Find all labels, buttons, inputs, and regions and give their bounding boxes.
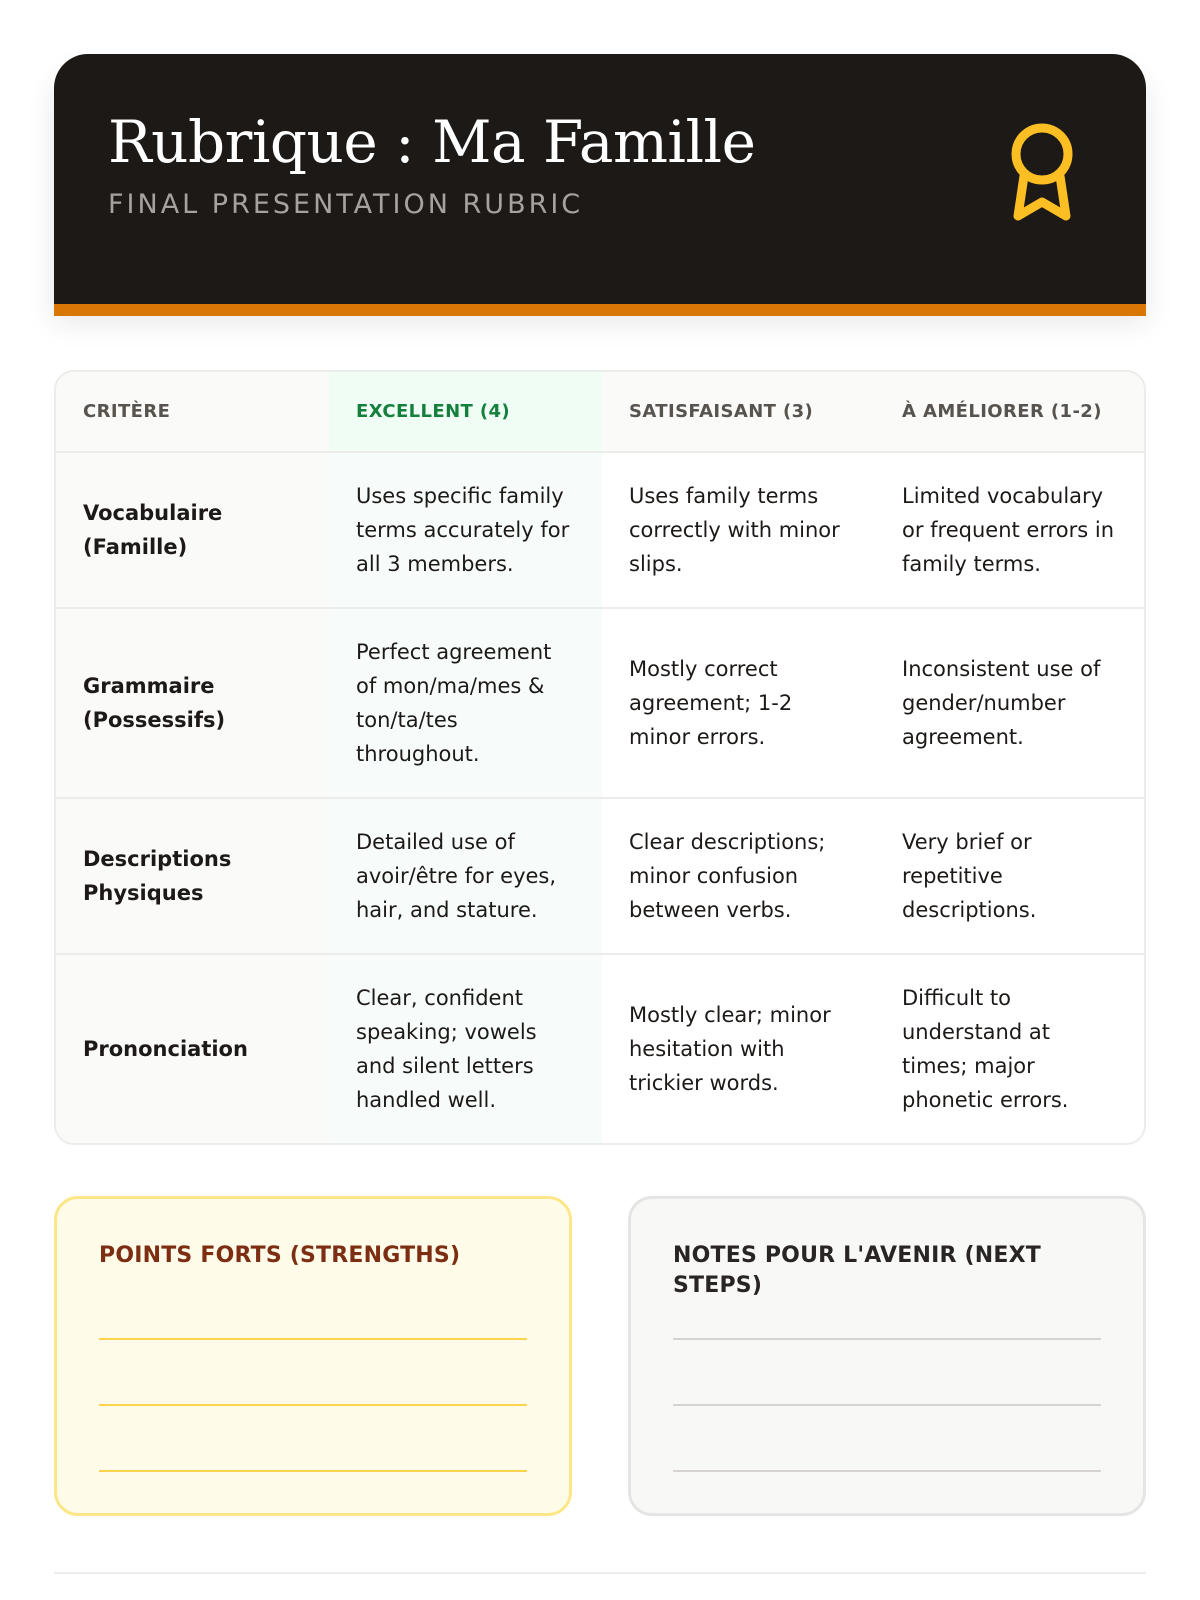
table-row bbox=[56, 954, 1146, 1143]
footer-divider bbox=[54, 1572, 1146, 1574]
writing-line[interactable] bbox=[99, 1338, 527, 1340]
page-subtitle: FINAL PRESENTATION RUBRIC bbox=[108, 189, 584, 220]
page-title: Rubrique : Ma Famille bbox=[108, 108, 756, 176]
criterion-cell: Descriptions Physiques bbox=[56, 798, 329, 954]
col-header-improve: À AMÉLIORER (1-2) bbox=[875, 372, 1146, 452]
writing-line[interactable] bbox=[99, 1470, 527, 1472]
rubric-table bbox=[54, 370, 1146, 1145]
col-header-excellent: EXCELLENT (4) bbox=[329, 372, 602, 452]
writing-line[interactable] bbox=[99, 1404, 527, 1406]
improve-cell: Very brief or repetitive descriptions. bbox=[875, 798, 1146, 954]
writing-line[interactable] bbox=[673, 1338, 1101, 1340]
next-steps-title: NOTES POUR L'AVENIR (NEXT STEPS) bbox=[673, 1243, 1041, 1298]
writing-line[interactable] bbox=[673, 1404, 1101, 1406]
strengths-title: POINTS FORTS (STRENGTHS) bbox=[99, 1243, 461, 1268]
excellent-cell: Clear, confident speaking; vowels and silent letters handled well. bbox=[329, 954, 602, 1143]
header-banner bbox=[54, 54, 1146, 304]
criterion-cell: Grammaire (Possessifs) bbox=[56, 608, 329, 798]
award-icon bbox=[1006, 120, 1078, 224]
improve-cell: Inconsistent use of gender/number agreement. bbox=[875, 608, 1146, 798]
satisfactory-cell: Mostly correct agreement; 1-2 minor errors. bbox=[602, 608, 875, 798]
table-row bbox=[56, 798, 1146, 954]
col-header-satisfactory: SATISFAISANT (3) bbox=[602, 372, 875, 452]
strengths-box bbox=[54, 1196, 572, 1516]
writing-line[interactable] bbox=[673, 1470, 1101, 1472]
improve-cell: Difficult to understand at times; major phonetic errors. bbox=[902, 986, 1069, 1112]
table-row bbox=[56, 452, 1146, 608]
notes-section bbox=[54, 1196, 1146, 1516]
satisfactory-cell: Clear descriptions; minor confusion between verbs. bbox=[602, 798, 875, 954]
col-header-criterion: CRITÈRE bbox=[56, 372, 329, 452]
criterion-cell: Prononciation bbox=[56, 954, 329, 1143]
excellent-cell: Detailed use of avoir/être for eyes, hair, and stature. bbox=[329, 798, 602, 954]
excellent-cell: Perfect agreement of mon/ma/mes & ton/ta/tes throughout. bbox=[329, 608, 602, 798]
excellent-cell: Uses specific family terms accurately for all 3 members. bbox=[329, 452, 602, 608]
satisfactory-cell: Mostly clear; minor hesitation with trickier words. bbox=[629, 1003, 831, 1095]
table-row bbox=[56, 608, 1146, 798]
table-header-row bbox=[56, 372, 1146, 452]
criterion-cell: Vocabulaire (Famille) bbox=[56, 452, 329, 608]
next-steps-box bbox=[628, 1196, 1146, 1516]
satisfactory-cell: Uses family terms correctly with minor slips. bbox=[602, 452, 875, 608]
improve-cell: Limited vocabulary or frequent errors in family terms. bbox=[875, 452, 1146, 608]
